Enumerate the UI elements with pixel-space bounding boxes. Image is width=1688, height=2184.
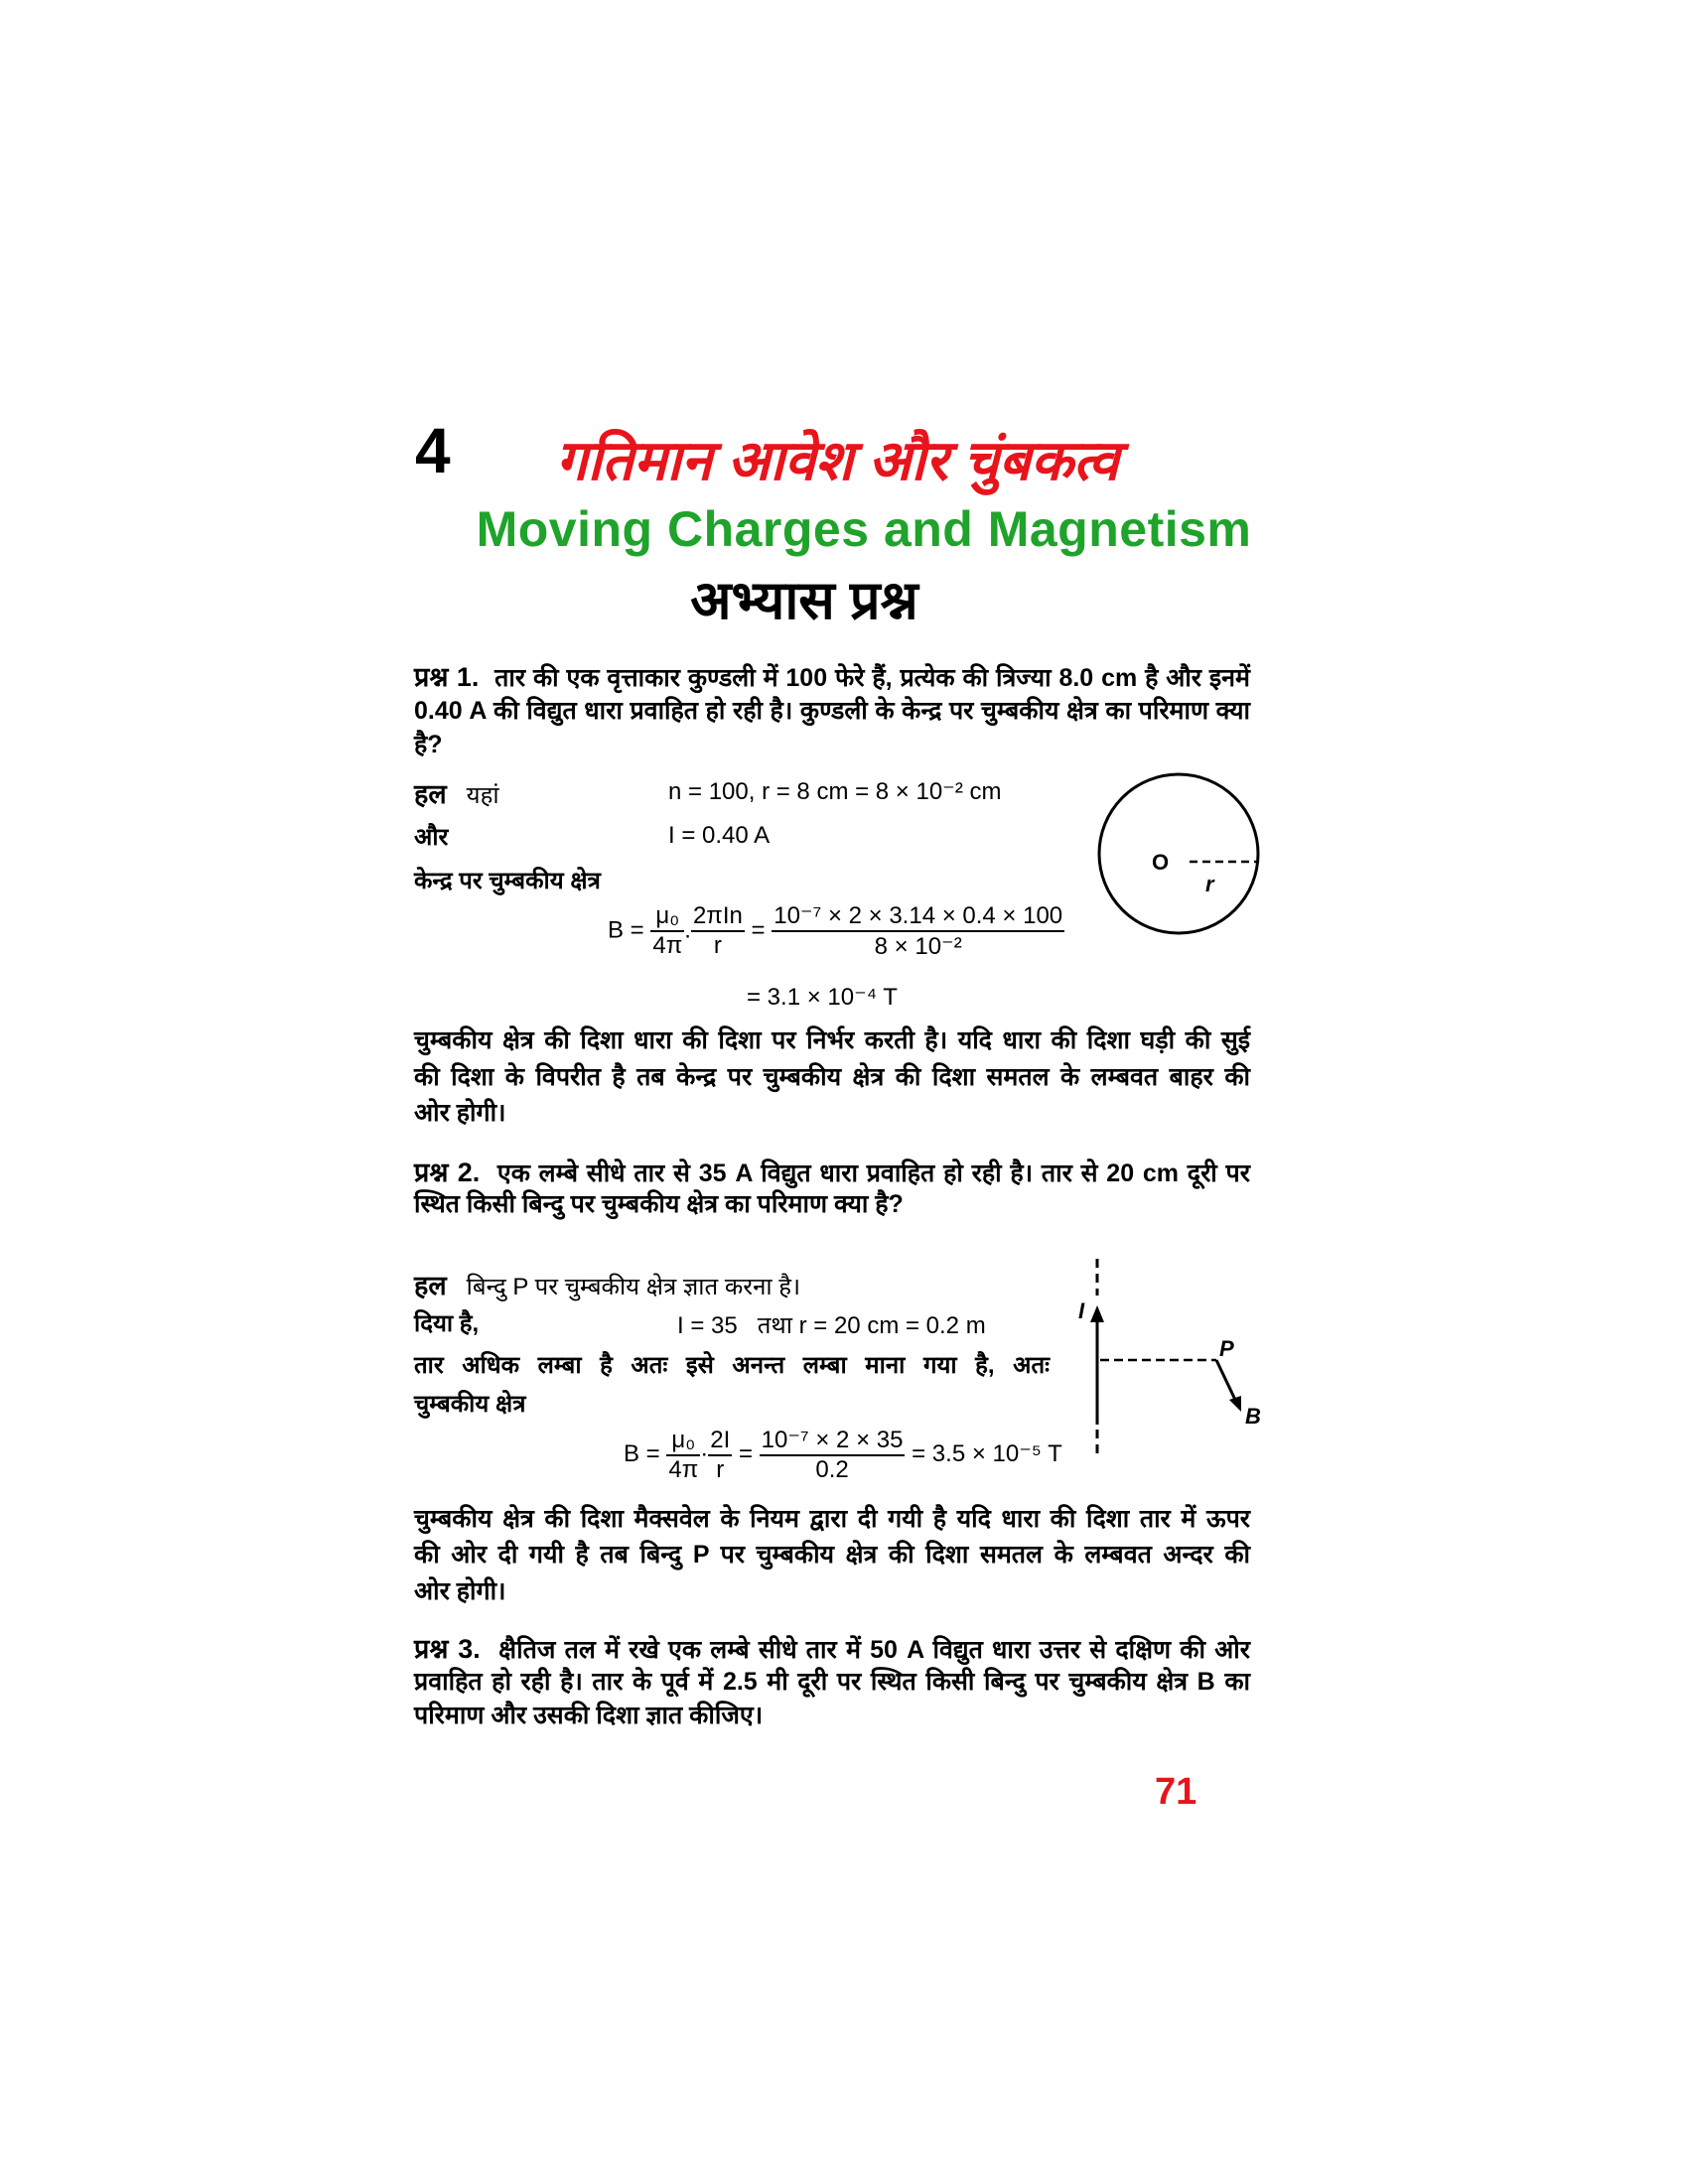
q1-field-label: केन्द्र पर चुम्बकीय क्षेत्र [414,868,601,894]
center-label: O [1152,850,1170,875]
straight-wire-diagram [1053,1251,1271,1459]
field-label: B [1245,1404,1261,1429]
current-label: I [1078,1298,1085,1323]
q2-line-2: स्थित किसी बिन्दु पर चुम्बकीय क्षेत्र का परिमाण क्या है? [414,1190,904,1218]
current-arrow-icon [1090,1305,1104,1322]
q2-note-line-2: चुम्बकीय क्षेत्र [414,1391,526,1418]
q1-solution-label: हल यहां [414,779,499,809]
q2-note-line-1: तार अधिक लम्बा है अतः इसे अनन्त लम्बा माना गया है, अतः [414,1352,1050,1379]
point-label: P [1219,1336,1234,1361]
q3-line-3: परिमाण और उसकी दिशा ज्ञात कीजिए। [414,1702,764,1729]
q1-given-value: n = 100, r = 8 cm = 8 × 10⁻² cm [668,778,1002,805]
fraction-2pin-r: $\frac{\text{2πIn}}{r}$ [692,902,743,959]
radius-label: r [1205,872,1214,896]
q1-current-value: I = 0.40 A [668,822,771,849]
q1-and-label: और [414,824,449,851]
chapter-title-hindi: गतिमान आवेश और चुंबकत्व [556,429,1119,491]
circular-coil-diagram [1090,764,1269,943]
q1-formula: B = $\frac{\text{μ₀}}{4\pi}$ . $\frac{\text{2πIn}}{r}$ = $\frac{\text{10⁻⁷ × 2 × 3.14 × 0.4 × 100}}{\text{8 × 10⁻²}}$ [608,902,1063,960]
fraction-numeric: $\frac{\text{10⁻⁷ × 2 × 35}}{0.2}$ [761,1427,904,1483]
q2-given-label: दिया है, [414,1310,480,1337]
q2-formula: B = $\frac{\text{μ₀}}{4\pi}$ · $\frac{2I}{r}$ = $\frac{\text{10⁻⁷ × 2 × 35}}{0.2}$ = 3.5 × 10⁻⁵ T [624,1426,1062,1483]
q2-explanation-line-2: की ओर दी गयी है तब बिन्दु P पर चुम्बकीय क्षेत्र की दिशा समतल के लम्बवत अन्दर की [414,1541,1250,1569]
q1-result: = 3.1 × 10⁻⁴ T [747,984,898,1011]
q2-label: प्रश्न 2. [414,1158,481,1187]
field-arrow-icon [1229,1396,1241,1412]
q1-explanation-line-2: की दिशा के विपरीत है तब केन्द्र पर चुम्बकीय क्षेत्र की दिशा समतल के लम्बवत बाहर की [414,1063,1250,1091]
q2-line-1: प्रश्न 2. एक लम्बे सीधे तार से 35 A विद्युत धारा प्रवाहित हो रही है। तार से 20 cm दूरी पर [414,1158,1250,1187]
chapter-number: 4 [415,415,451,486]
section-title: अभ्यास प्रश्न [690,571,918,630]
fraction-mu0-4pi: $\frac{\text{μ₀}}{4\pi}$ [652,902,683,959]
chapter-title-english: Moving Charges and Magnetism [476,501,1252,557]
q1-line-2: 0.40 A की विद्युत धारा प्रवाहित हो रही है। कुण्डली के केन्द्र पर चुम्बकीय क्षेत्र का परिमाण क्या [414,697,1250,725]
fraction-2i-r: $\frac{2I}{r}$ [710,1426,731,1483]
q1-line-3: है? [414,731,443,758]
q1-explanation-line-1: चुम्बकीय क्षेत्र की दिशा धारा की दिशा पर निर्भर करती है। यदि धारा की दिशा घड़ी की सुई [414,1026,1250,1054]
fraction-mu0-4pi: $\frac{\text{μ₀}}{4\pi}$ [668,1426,699,1483]
q1-line-1: प्रश्न 1. तार की एक वृत्ताकार कुण्डली में 100 फेरे हैं, प्रत्येक की त्रिज्या 8.0 cm है और इनमें [414,662,1250,692]
q2-given-value: I = 35 तथा r = 20 cm = 0.2 m [677,1312,986,1339]
q1-label: प्रश्न 1. [414,662,480,692]
q3-line-1: प्रश्न 3. क्षैतिज तल में रखे एक लम्बे सीधे तार में 50 A विद्युत धारा उत्तर से दक्षिण की ओर [414,1634,1250,1664]
q3-line-2: प्रवाहित हो रही है। तार के पूर्व में 2.5 मी दूरी पर स्थित किसी बिन्दु पर चुम्बकीय क्षेत्र B का [414,1668,1250,1696]
q2-explanation-line-1: चुम्बकीय क्षेत्र की दिशा मैक्सवेल के नियम द्वारा दी गयी है यदि धारा की दिशा तार में ऊपर [414,1505,1250,1533]
page-number: 71 [1155,1771,1197,1813]
q3-label: प्रश्न 3. [414,1634,481,1664]
q2-solution-intro: हल बिन्दु P पर चुम्बकीय क्षेत्र ज्ञात करना है। [414,1271,801,1300]
q1-explanation-line-3: ओर होगी। [414,1099,506,1127]
q2-explanation-line-3: ओर होगी। [414,1577,506,1605]
fraction-numeric: $\frac{\text{10⁻⁷ × 2 × 3.14 × 0.4 × 100}}{\text{8 × 10⁻²}}$ [774,902,1063,960]
